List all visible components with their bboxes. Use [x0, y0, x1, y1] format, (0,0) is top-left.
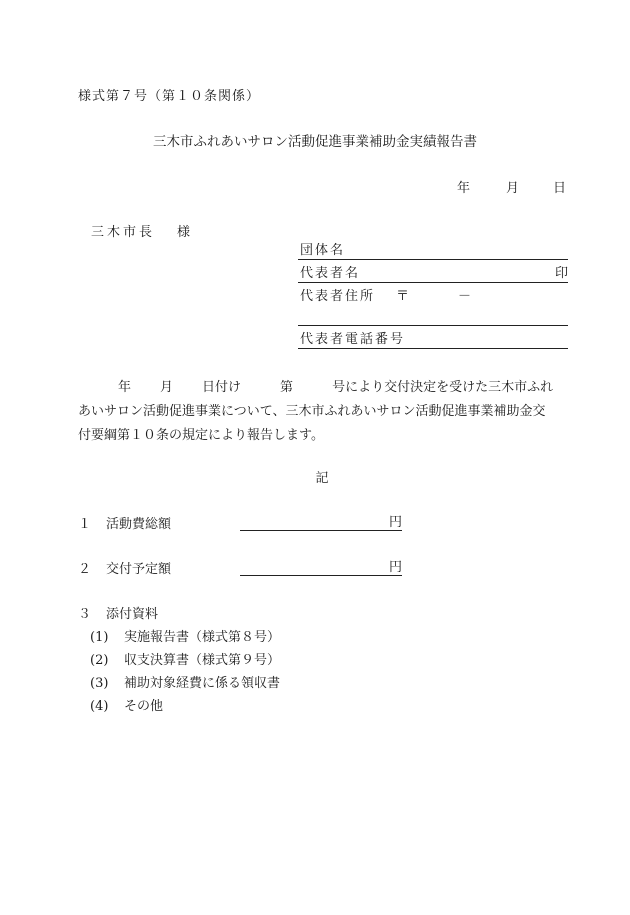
representative-address-line[interactable]	[298, 307, 568, 326]
attachment-item	[90, 695, 163, 714]
attachment-label: 実施報告書（様式第８号）	[124, 630, 281, 645]
body-line-1	[78, 376, 578, 400]
body-year: 年	[118, 380, 132, 395]
body-line-2: あいサロン活動促進事業について、三木市ふれあいサロン活動促進事業補助金交	[78, 404, 546, 419]
body-line1-rest: 号により交付決定を受けた三木市ふれ	[332, 380, 554, 395]
body-month: 月	[160, 380, 174, 395]
attachment-label: 収支決算書（様式第９号）	[124, 653, 281, 668]
date-day: 日	[553, 181, 567, 196]
document-title: 三木市ふれあいサロン活動促進事業補助金実績報告書	[153, 134, 477, 150]
body-line-3: 付要綱第１０条の規定により報告します。	[78, 428, 324, 443]
date-year: 年	[457, 181, 471, 196]
attachment-item	[90, 649, 280, 668]
representative-phone-field[interactable]	[298, 330, 568, 349]
attachment-label: 補助対象経費に係る領収書	[124, 676, 281, 691]
yen-unit: 円	[388, 560, 402, 575]
attachment-number: (1)	[90, 630, 109, 645]
seal-mark: 印	[554, 266, 568, 281]
representative-name-label: 代表者名	[300, 266, 361, 281]
report-body	[78, 376, 578, 448]
body-dai: 第	[280, 380, 294, 395]
item-number: １	[78, 517, 92, 532]
item-number: ２	[78, 562, 92, 577]
attachment-label: その他	[124, 699, 164, 714]
item-total-cost	[78, 513, 171, 532]
attachment-item	[90, 672, 280, 691]
addressee-name: 三木市長	[91, 225, 156, 240]
item-label: 活動費総額	[106, 517, 172, 532]
attachment-number: (2)	[90, 653, 109, 668]
attachment-item	[90, 626, 280, 645]
date-month: 月	[506, 181, 520, 196]
postal-dash: －	[458, 289, 472, 304]
yen-unit: 円	[388, 515, 402, 530]
addressee-honorific: 様	[177, 225, 191, 240]
form-number: 様式第７号（第１０条関係）	[78, 89, 261, 104]
representative-address-field[interactable]	[298, 287, 568, 305]
item-label: 交付予定額	[106, 562, 172, 577]
item-attachments	[78, 603, 158, 622]
group-name-field[interactable]	[298, 241, 568, 260]
representative-name-field[interactable]	[298, 264, 568, 283]
item-label: 添付資料	[106, 607, 159, 622]
postal-mark: 〒	[396, 289, 410, 304]
attachment-number: (4)	[90, 699, 109, 714]
total-cost-amount-field[interactable]	[240, 513, 402, 531]
planned-grant-amount-field[interactable]	[240, 558, 402, 576]
body-dated: 日付け	[202, 380, 242, 395]
representative-phone-label: 代表者電話番号	[300, 332, 406, 347]
item-number: ３	[78, 607, 92, 622]
representative-address-label: 代表者住所	[300, 289, 376, 304]
item-planned-grant	[78, 558, 171, 577]
group-name-label: 団体名	[300, 243, 346, 258]
attachment-number: (3)	[90, 676, 109, 691]
ki-heading: 記	[315, 471, 329, 486]
addressee	[91, 221, 190, 240]
